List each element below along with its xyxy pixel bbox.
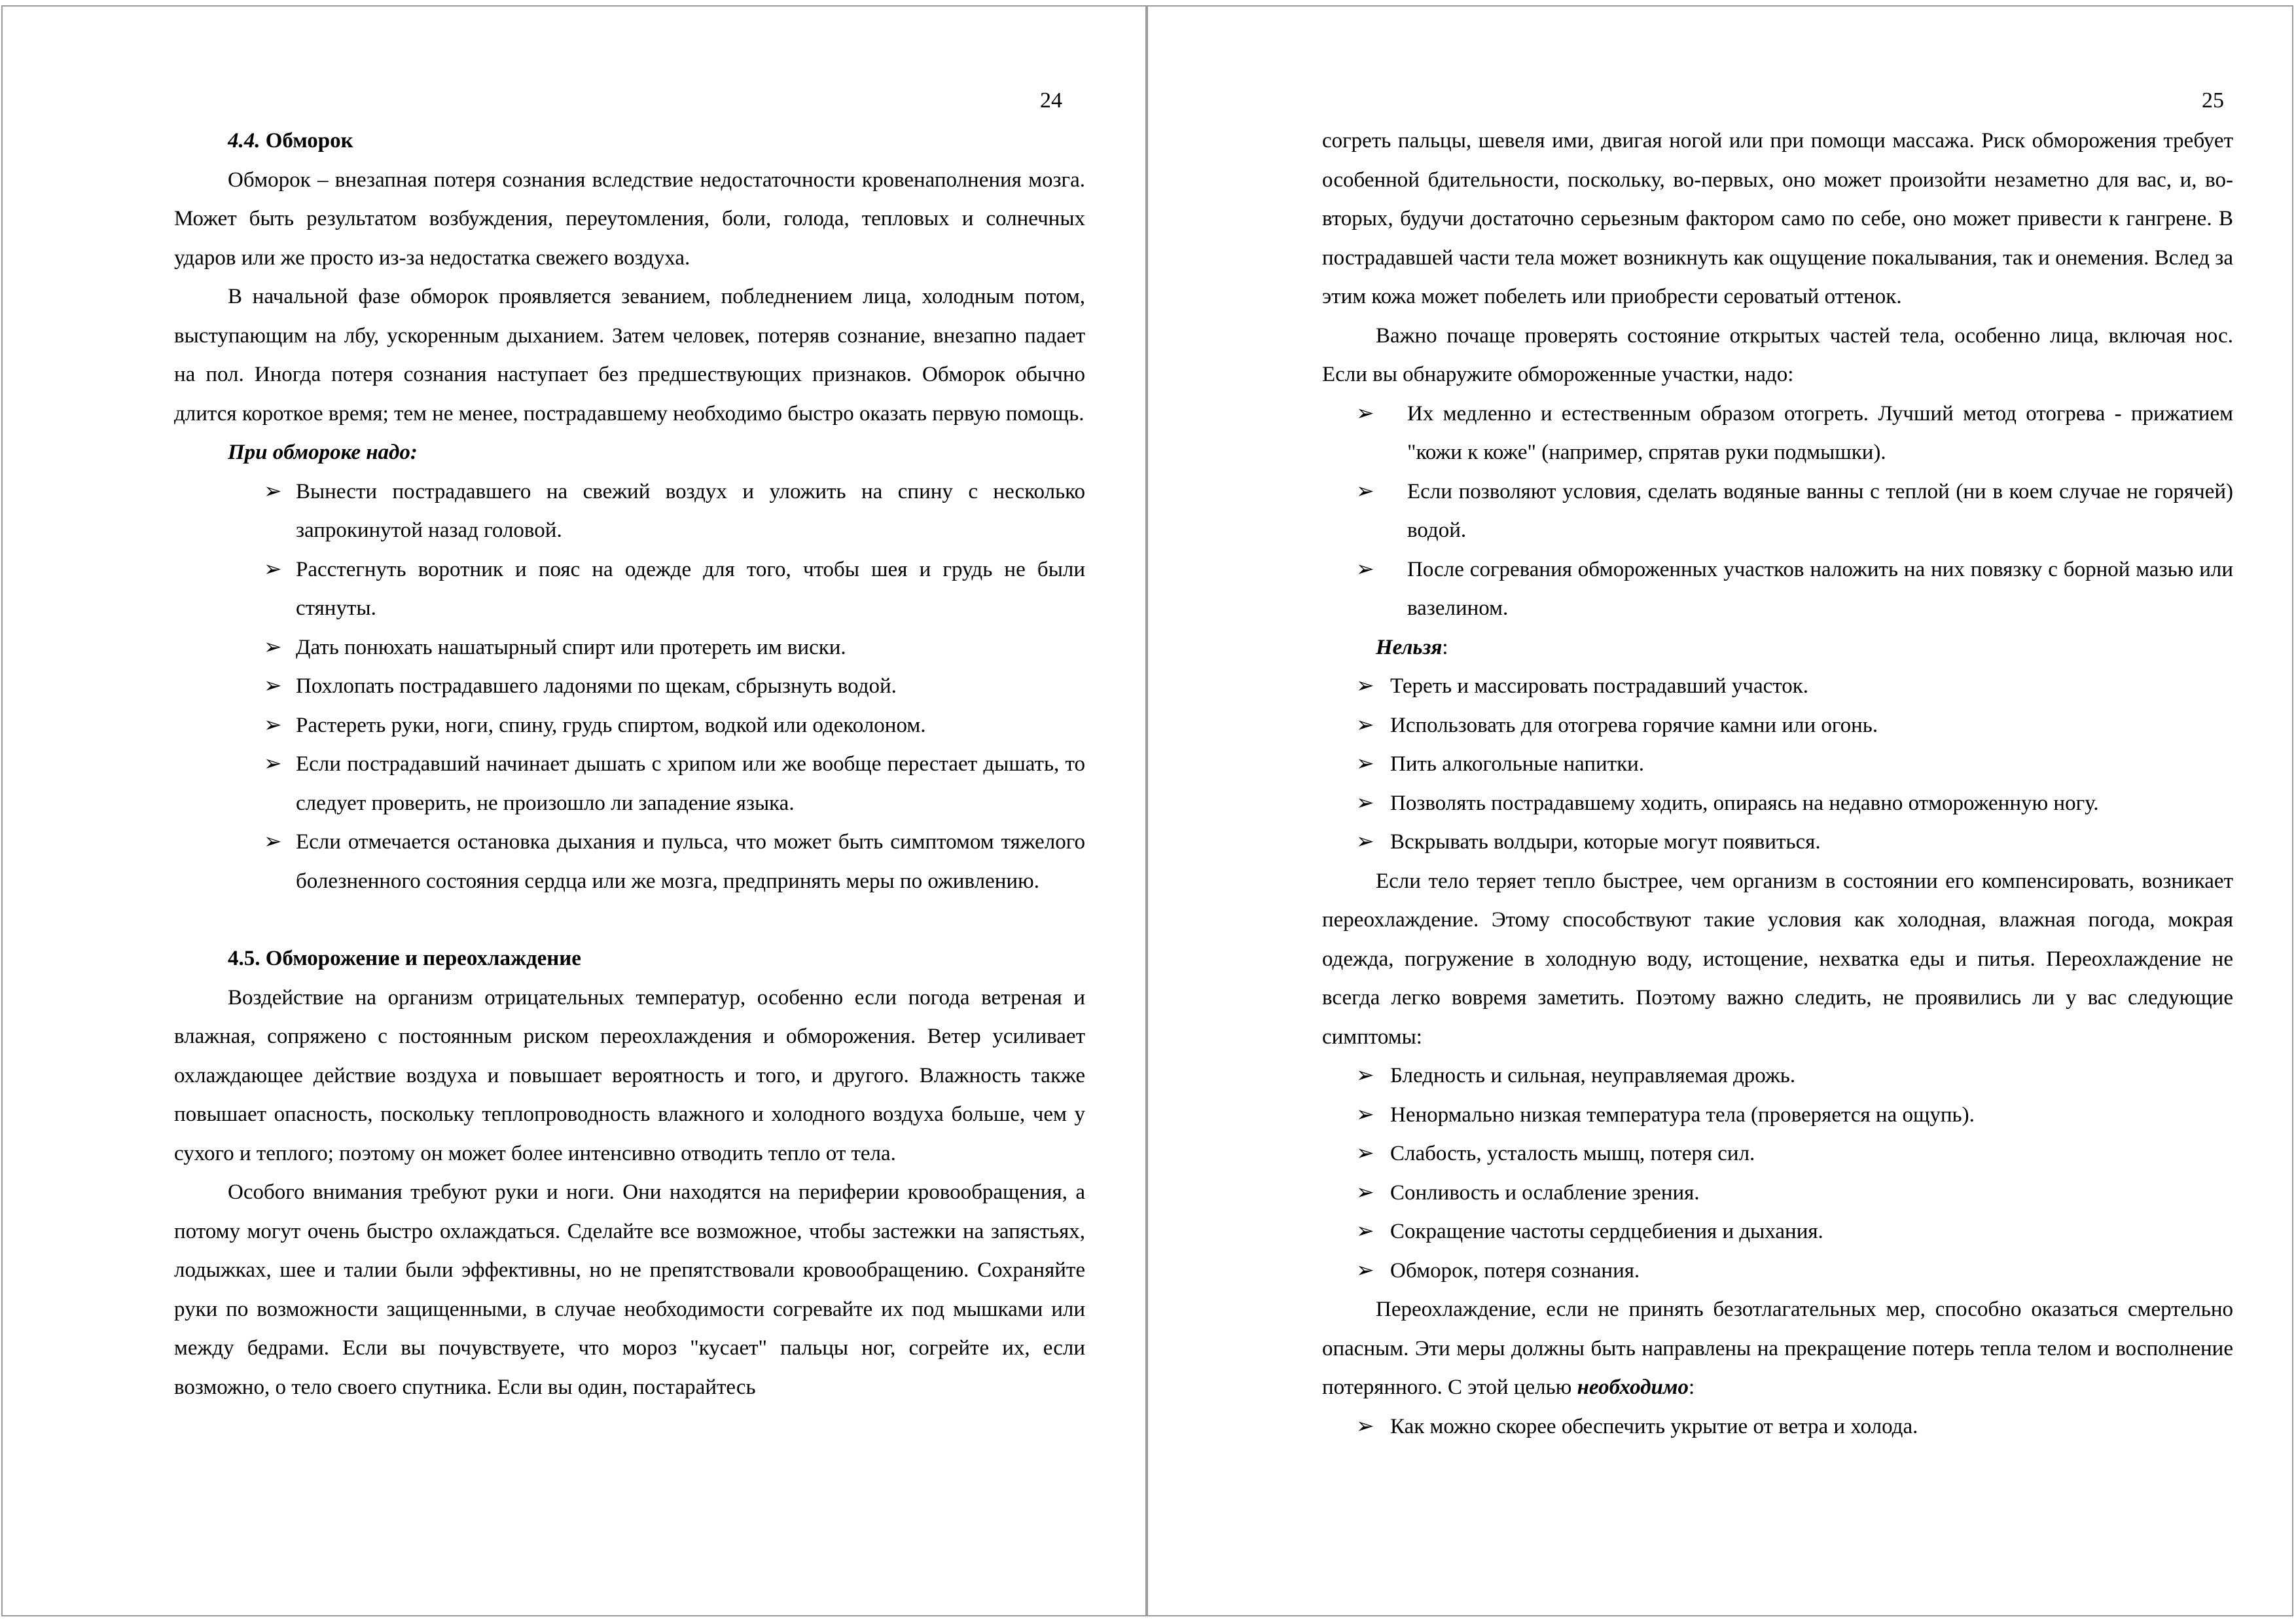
list-item-text: Обморок, потеря сознания. xyxy=(1390,1258,1640,1283)
section-number: 4.4. xyxy=(228,129,260,153)
list-item-text: Ненормально низкая температура тела (проверяется на ощупь). xyxy=(1390,1103,1975,1127)
list-item-text: Растереть руки, ноги, спину, грудь спиртом, водкой или одеколоном. xyxy=(296,713,926,737)
page-number: 25 xyxy=(2202,88,2224,113)
list-item-text: Расстегнуть воротник и пояс на одежде для того, чтобы шея и грудь не были стянуты. xyxy=(296,557,1085,620)
arrow-bullet-icon: ➢ xyxy=(1356,479,1374,503)
paragraph: Особого внимания требуют руки и ноги. Они находятся на периферии кровообращения, а потому могут очень быстро охлаждаться. Сделайте все возможное, чтобы застежки на запястьях, лодыжках, шее и талии были эффективны, но не препятствовали кровообращению. Сохраняйте руки по возможности защищенными, в случае необходимости согревайте их под мышками или между бедрами. Если вы почувствуете, что мороз "кусает" пальцы ног, согрейте их, если возможно, о тело своего спутника. Если вы один, постарайтесь xyxy=(174,1180,1085,1399)
list-label: При обмороке надо: xyxy=(228,441,418,464)
list-item xyxy=(174,823,1085,901)
list-item-text: Если отмечается остановка дыхания и пульса, что может быть симптомом тяжелого болезненного состояния сердца или же мозга, предпринять меры по оживлению. xyxy=(296,830,1085,893)
arrow-bullet-icon: ➢ xyxy=(1356,1142,1374,1165)
arrow-bullet-icon: ➢ xyxy=(1356,1258,1374,1283)
arrow-bullet-icon: ➢ xyxy=(264,635,282,659)
arrow-bullet-icon: ➢ xyxy=(264,713,282,737)
arrow-bullet-icon: ➢ xyxy=(1356,1103,1374,1127)
emphasis-text: необходимо xyxy=(1577,1376,1689,1399)
arrow-bullet-icon: ➢ xyxy=(1356,752,1374,776)
page-number: 24 xyxy=(1040,88,1062,113)
paragraph-end: : xyxy=(1688,1376,1695,1399)
page-left xyxy=(1,5,1147,1616)
arrow-bullet-icon: ➢ xyxy=(264,674,282,698)
paragraph: Обморок – внезапная потеря сознания вследствие недостаточности кровенаполнения мозга. Может быть результатом возбуждения, переутомления, боли, голода, тепловых и солнечных ударов или же просто из-за недостатка свежего воздуха. xyxy=(174,168,1085,270)
paragraph: Воздействие на организм отрицательных температур, особенно если погода ветреная и влажная, сопряжено с постоянным риском переохлаждения и обморожения. Ветер усиливает охлаждающее действие воздуха и повышает вероятность и того, и другого. Влажность также повышает опасность, поскольку теплопроводность влажного и холодного воздуха больше, чем у сухого и теплого; поэтому он может более интенсивно отводить тепло от тела. xyxy=(174,985,1085,1165)
list-item xyxy=(174,551,1085,629)
list-item-text: Позволять пострадавшему ходить, опираясь на недавно отмороженную ногу. xyxy=(1390,791,2099,815)
list-item xyxy=(1322,1096,2233,1135)
list-item-text: Если позволяют условия, сделать водяные ванны с теплой (ни в коем случае не горячей) водой. xyxy=(1407,479,2233,542)
list-item xyxy=(1322,1174,2233,1213)
list-item xyxy=(1322,706,2233,746)
arrow-bullet-icon: ➢ xyxy=(1356,674,1374,698)
arrow-bullet-icon: ➢ xyxy=(264,830,282,854)
page-content xyxy=(1322,122,2233,1446)
section-heading-4-5: 4.5. Обморожение и переохлаждение xyxy=(228,947,581,970)
section-title: Обморок xyxy=(265,129,353,153)
paragraph-text: Переохлаждение, если не принять безотлагательных мер, способно оказаться смертельно опасным. Эти меры должны быть направлены на прекращение потерь тепла телом и восполнение потерянного. С этой целью xyxy=(1322,1298,2233,1399)
section-heading-4-4 xyxy=(174,122,1085,161)
arrow-bullet-icon: ➢ xyxy=(1356,830,1374,854)
list-item-text: Похлопать пострадавшего ладонями по щекам, сбрызнуть водой. xyxy=(296,674,897,698)
list-item xyxy=(1322,823,2233,862)
list-item-text: Их медленно и естественным образом отогреть. Лучший метод отогрева - прижатием "кожи к коже" (например, спрятав руки подмышки). xyxy=(1407,401,2233,464)
page-right xyxy=(1147,5,2293,1616)
arrow-bullet-icon: ➢ xyxy=(1356,1064,1374,1087)
arrow-bullet-icon: ➢ xyxy=(1356,791,1374,815)
frostbite-list xyxy=(1322,395,2233,629)
label-colon: : xyxy=(1442,635,1448,659)
paragraph xyxy=(1322,1290,2233,1408)
list-item xyxy=(174,706,1085,746)
list-item xyxy=(174,667,1085,706)
list-item-text: Как можно скорее обеспечить укрытие от ветра и холода. xyxy=(1390,1414,1918,1438)
list-item-text: Пить алкогольные напитки. xyxy=(1390,752,1645,776)
list-item xyxy=(1322,1057,2233,1096)
list-item-text: Слабость, усталость мышц, потеря сил. xyxy=(1390,1142,1755,1165)
list-item-text: Сокращение частоты сердцебиения и дыхания. xyxy=(1390,1220,1823,1243)
list-item xyxy=(1322,1213,2233,1252)
list-item xyxy=(1322,1408,2233,1447)
list-item xyxy=(1322,784,2233,824)
list-item-text: Вынести пострадавшего на свежий воздух и уложить на спину с несколько запрокинутой назад головой. xyxy=(296,479,1085,542)
list-item-text: Вскрывать волдыри, которые могут появиться. xyxy=(1390,830,1821,854)
list-item xyxy=(1322,473,2233,551)
forbidden-list xyxy=(1322,667,2233,862)
list-item xyxy=(1322,667,2233,706)
list-item-text: Сонливость и ослабление зрения. xyxy=(1390,1180,1700,1205)
list-item-text: Тереть и массировать пострадавший участок. xyxy=(1390,674,1809,698)
arrow-bullet-icon: ➢ xyxy=(264,557,282,581)
list-item xyxy=(1322,395,2233,473)
arrow-bullet-icon: ➢ xyxy=(264,479,282,503)
arrow-bullet-icon: ➢ xyxy=(1356,1220,1374,1243)
list-item-text: Если пострадавший начинает дышать с хрипом или же вообще перестает дышать, то следует проверить, не произошло ли западение языка. xyxy=(296,752,1085,815)
symptoms-list xyxy=(1322,1057,2233,1290)
paragraph: В начальной фазе обморок проявляется зеванием, побледнением лица, холодным потом, выступающим на лбу, ускоренным дыханием. Затем человек, потеряв сознание, внезапно падает на пол. Иногда потеря сознания наступает без предшествующих признаков. Обморок обычно длится короткое время; тем не менее, пострадавшему необходимо быстро оказать первую помощь. xyxy=(174,285,1085,426)
arrow-bullet-icon: ➢ xyxy=(1356,713,1374,737)
list-item-text: Использовать для отогрева горячие камни или огонь. xyxy=(1390,713,1878,737)
list-item-text: Бледность и сильная, неуправляемая дрожь. xyxy=(1390,1064,1796,1087)
arrow-bullet-icon: ➢ xyxy=(1356,1180,1374,1205)
list-item-text: После согревания обмороженных участков наложить на них повязку с борной мазью или вазелином. xyxy=(1407,557,2233,620)
forbidden-label: Нельзя xyxy=(1376,635,1443,659)
paragraph: Важно почаще проверять состояние открытых частей тела, особенно лица, включая нос. Если вы обнаружите обмороженные участки, надо: xyxy=(1322,323,2233,386)
list-item xyxy=(1322,1135,2233,1174)
fainting-list xyxy=(174,473,1085,902)
list-item xyxy=(174,629,1085,668)
list-item xyxy=(1322,1252,2233,1291)
arrow-bullet-icon: ➢ xyxy=(1356,1414,1374,1438)
page-content xyxy=(174,122,1085,1407)
list-item xyxy=(1322,551,2233,629)
arrow-bullet-icon: ➢ xyxy=(1356,557,1374,581)
list-item xyxy=(174,745,1085,823)
arrow-bullet-icon: ➢ xyxy=(264,752,282,776)
paragraph: Если тело теряет тепло быстрее, чем организм в состоянии его компенсировать, возникает переохлаждение. Этому способствуют такие условия как холодная, влажная погода, мокрая одежда, погружение в холодную воду, истощение, нехватка еды и питья. Переохлаждение не всегда легко вовремя заметить. Поэтому важно следить, не проявились ли у вас следующие симптомы: xyxy=(1322,869,2233,1049)
final-list xyxy=(1322,1408,2233,1447)
paragraph: согреть пальцы, шевеля ими, двигая ногой или при помощи массажа. Риск обморожения требует особенной бдительности, поскольку, во-первых, оно может произойти незаметно для вас, и, во-вторых, будучи достаточно серьезным фактором само по себе, оно может привести к гангрене. В пострадавшей части тела может возникнуть как ощущение покалывания, так и онемения. Вслед за этим кожа может побелеть или приобрести сероватый оттенок. xyxy=(1322,129,2233,308)
list-item xyxy=(1322,745,2233,784)
list-item-text: Дать понюхать нашатырный спирт или протереть им виски. xyxy=(296,635,846,659)
list-label xyxy=(1322,629,2233,668)
arrow-bullet-icon: ➢ xyxy=(1356,401,1374,426)
list-item xyxy=(174,473,1085,551)
